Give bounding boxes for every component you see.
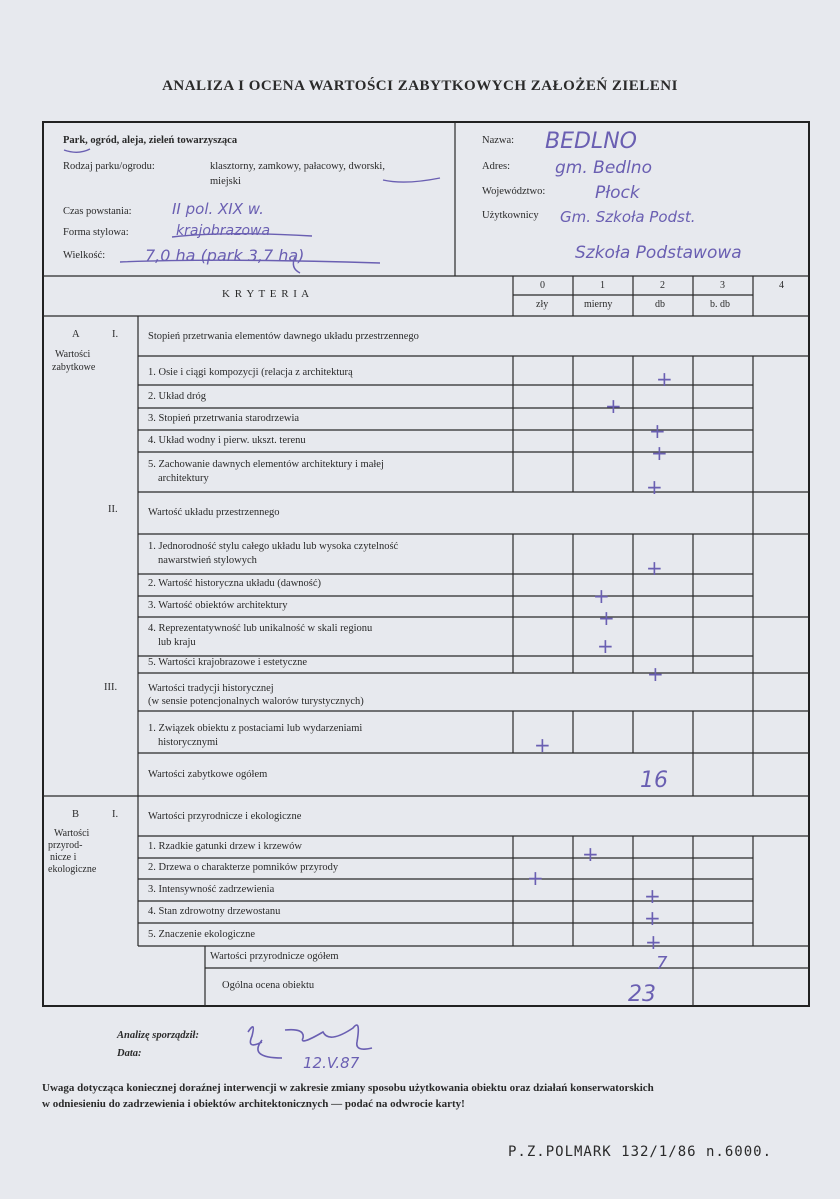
criterion-row: 5. Wartości krajobrazowe i estetyczne [148,657,308,668]
criterion-row: 5. Zachowanie dawnych elementów architektury i małej [148,459,384,470]
criterion-row: 5. Znaczenie ekologiczne [148,929,255,940]
score-mark: + [645,930,662,954]
criterion-row-cont: nawarstwień stylowych [158,555,257,566]
score-3: 3 [720,280,725,291]
criterion-row: 1. Osie i ciągi kompozycji (relacja z architekturą [148,367,353,378]
criterion-row: 3. Stopień przetrwania starodrzewia [148,413,300,424]
sub3-title-2: (w sensie potencjonalnych walorów turystycznych) [148,696,364,707]
score-mark: + [646,475,663,499]
style-value: krajobrazowa [176,223,271,239]
address-value: gm. Bedlno [555,158,652,178]
score-mark: + [582,842,599,866]
section-a-sub2-num: II. [108,504,118,515]
score-mark: + [593,584,610,608]
style-label: Forma stylowa: [63,227,129,238]
note-line-1: Uwaga dotycząca koniecznej doraźnej interwencji w zakresie zmiany sposobu użytkowania obiektu oraz działań konserwatorskich [42,1082,654,1094]
criterion-row-cont: architektury [158,473,209,484]
kind-label: Rodzaj parku/ogrodu: [63,161,155,172]
date-value: 12.V.87 [303,1054,360,1072]
users-value-1: Gm. Szkoła Podst. [560,208,696,226]
prepared-label: Analizę sporządził: [117,1030,199,1041]
voivodeship-label: Województwo: [482,186,546,197]
created-label: Czas powstania: [63,206,132,217]
criterion-row: 2. Wartość historyczna układu (dawność) [148,578,322,589]
overall-label: Ogólna ocena obiektu [222,980,315,991]
heritage-total-value: 16 [640,768,668,793]
users-value-2: Szkoła Podstawowa [575,243,742,263]
sub1-title: Stopień przetrwania elementów dawnego układu przestrzennego [148,331,419,342]
form-code: P.Z.POLMARK 132/1/86 n.6000. [508,1144,773,1160]
score-mark: + [647,662,664,686]
section-a-group-1: Wartości [55,349,91,360]
criteria-label: K R Y T E R I A [222,288,311,300]
kind-options: klasztorny, zamkowy, pałacowy, dworski, [210,161,385,172]
criterion-row: 2. Drzewa o charakterze pomników przyrody [148,862,339,873]
score-4: 4 [779,280,784,291]
grade-0: zły [536,299,549,310]
score-mark: + [651,441,668,465]
score-mark: + [527,866,544,890]
score-mark: + [598,606,615,630]
section-b-num: I. [112,809,119,820]
users-label: Użytkownicy [482,210,539,221]
size-label: Wielkość: [63,250,106,261]
criterion-row-cont: lub kraju [158,637,196,648]
grade-2: db [655,299,665,310]
nature-total-value: 7 [656,953,668,974]
section-b-group-4: ekologiczne [48,864,97,875]
score-mark: + [605,394,622,418]
type-label: Park, ogród, aleja, zieleń towarzysząca [63,135,238,146]
section-a-sub1-num: I. [112,329,119,340]
criterion-row: 4. Układ wodny i pierw. ukszt. terenu [148,435,306,446]
page-title: ANALIZA I OCENA WARTOŚCI ZABYTKOWYCH ZAŁOŻEŃ ZIELENI [162,78,678,94]
grade-1: mierny [584,299,613,310]
heritage-total-label: Wartości zabytkowe ogółem [148,769,268,780]
criterion-row: 1. Rzadkie gatunki drzew i krzewów [148,841,302,852]
sub2-title: Wartość układu przestrzennego [148,507,280,518]
criterion-row: 1. Jednorodność stylu całego układu lub wysoka czytelność [148,541,399,552]
section-a-sub3-num: III. [104,682,118,693]
nature-total-label: Wartości przyrodnicze ogółem [210,951,339,962]
score-2: 2 [660,280,665,291]
criterion-row: 1. Związek obiektu z postaciami lub wydarzeniami [148,723,363,734]
overall-value: 23 [628,982,656,1007]
score-mark: + [646,556,663,580]
date-label: Data: [117,1048,142,1059]
note-line-2: w odniesieniu do zadrzewienia i obiektów architektonicznych — podać na odwrocie karty! [42,1098,465,1110]
section-a-letter: A [72,329,80,340]
section-a-group-2: zabytkowe [52,362,96,373]
criterion-row: 4. Stan zdrowotny drzewostanu [148,906,281,917]
section-b-group-2: przyrod- [48,840,83,851]
grade-3: b. db [710,299,730,310]
created-value: II pol. XIX w. [172,200,264,218]
criterion-row: 3. Wartość obiektów architektury [148,600,288,611]
score-1: 1 [600,280,605,291]
voivodeship-value: Płock [595,183,640,203]
section-b-group-1: Wartości [54,828,90,839]
section-b-title: Wartości przyrodnicze i ekologiczne [148,811,302,822]
score-mark: + [644,884,661,908]
sub3-title-1: Wartości tradycji historycznej [148,683,274,694]
score-0: 0 [540,280,545,291]
score-mark: + [534,733,551,757]
address-label: Adres: [482,161,510,172]
criterion-row: 2. Układ dróg [148,391,207,402]
score-mark: + [644,906,661,930]
name-label: Nazwa: [482,135,515,146]
criterion-row-cont: historycznymi [158,737,219,748]
score-mark: + [649,419,666,443]
criterion-row: 3. Intensywność zadrzewienia [148,884,275,895]
name-value: BEDLNO [545,129,637,154]
size-value: 7,0 ha (park 3,7 ha) [145,246,305,265]
section-b-group-3: nicze i [50,852,77,863]
section-b-letter: B [72,809,80,820]
criterion-row: 4. Reprezentatywność lub unikalność w skali regionu [148,623,373,634]
score-mark: + [656,367,673,391]
kind-options-2: miejski [210,176,241,187]
score-mark: + [597,634,614,658]
